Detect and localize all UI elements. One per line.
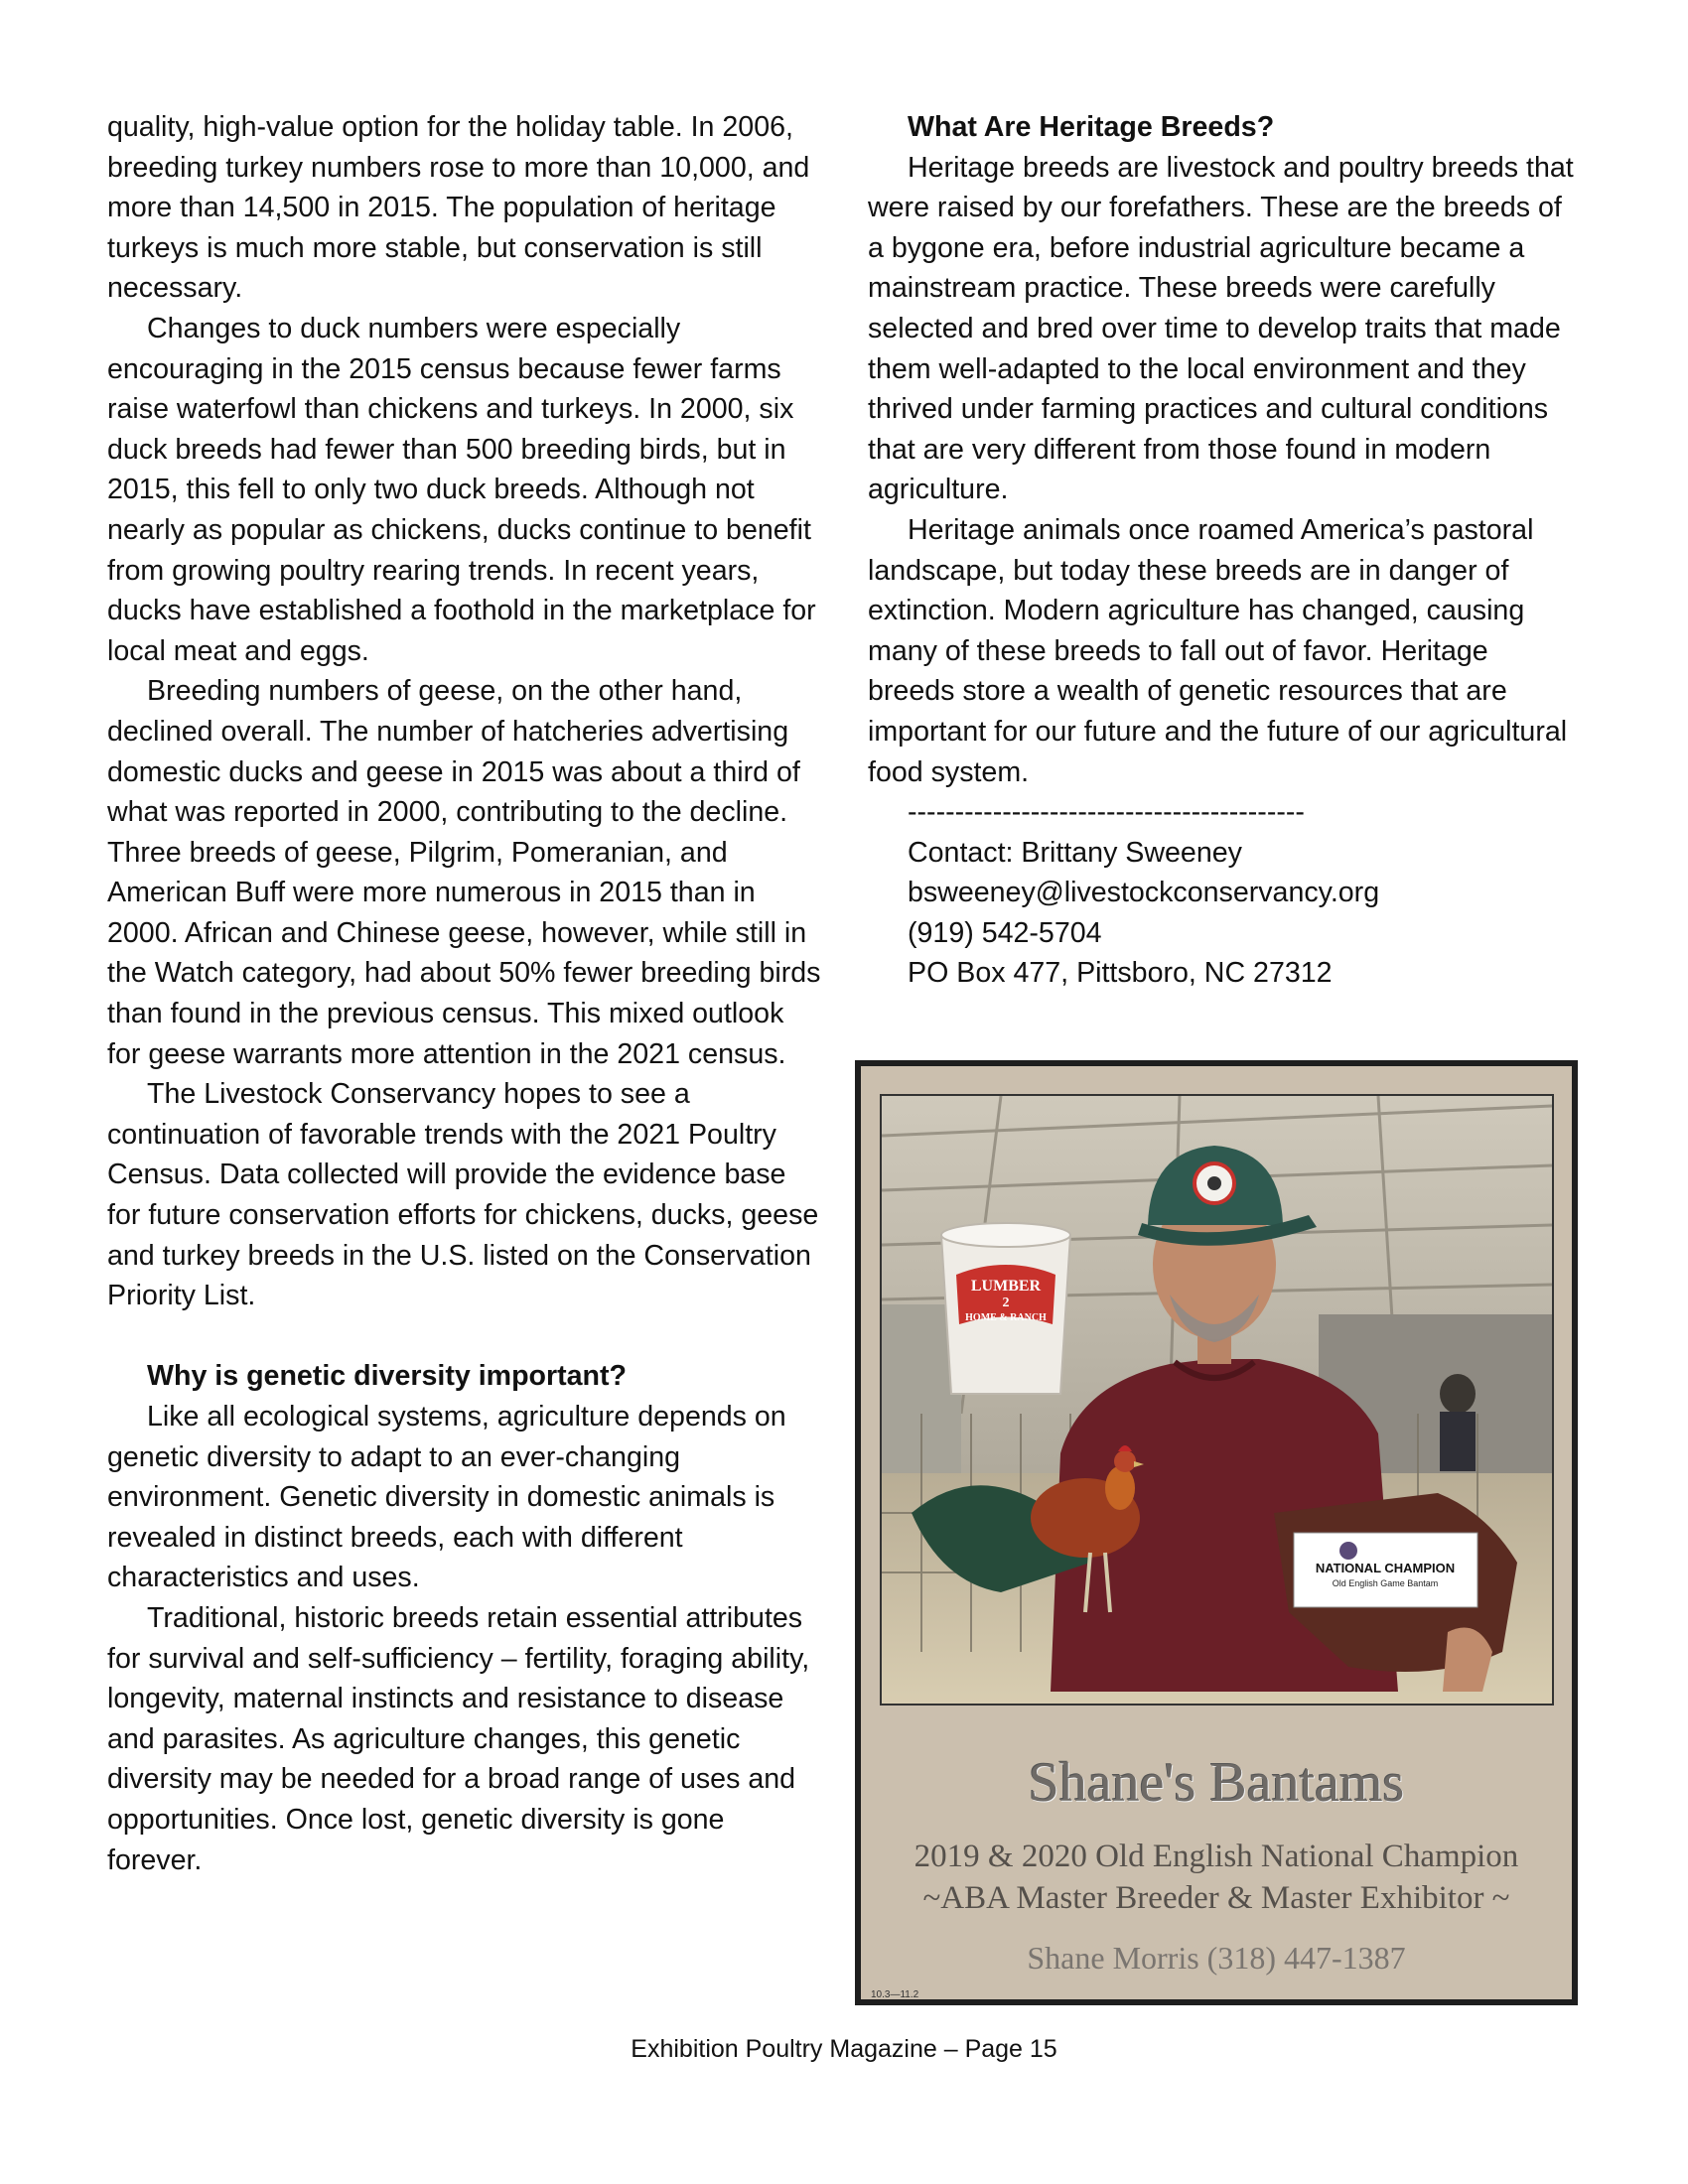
paragraph-ducks: Changes to duck numbers were especially encouraging in the 2015 census because fewer farms raise waterfowl than chickens and turkeys. In 2000, six duck breeds had fewer than 500 breeding birds, but in 2015, this fell to only two duck breeds. Although not nearly as popular as chickens, ducks continue to benefit from growing poultry rearing trends. In recent years, ducks have established a foothold in the marketplace for local meat and eggs.: [107, 312, 816, 667]
spacer: [107, 1316, 822, 1357]
svg-text:LUMBER: LUMBER: [970, 1278, 1042, 1295]
svg-text:NATIONAL CHAMPION: NATIONAL CHAMPION: [1315, 1561, 1456, 1575]
photo-exhibitor: [880, 1094, 1554, 1706]
paragraph-heritage-danger: Heritage animals once roamed America’s pastoral landscape, but today these breeds are in danger of extinction. Modern agriculture has changed, causing many of these breeds to fall out of favor. Heritage breeds store a wealth of genetic resources that are important for our future and the future of our agricultural food system.: [868, 513, 1568, 788]
contact-name: Contact: Brittany Sweeney: [908, 836, 1242, 869]
divider-line: ------------------------------------------: [908, 796, 1305, 829]
right-column: [868, 107, 1583, 994]
ad-breeder-line: ~ABA Master Breeder & Master Exhibitor ~: [922, 1880, 1510, 1916]
page-footer: Exhibition Poultry Magazine – Page 15: [631, 2035, 1057, 2063]
paragraph-turkeys: quality, high-value option for the holiday table. In 2006, breeding turkey numbers rose to more than 10,000, and more than 14,500 in 2015. The population of heritage turkeys is much more stable, but conservation is still necessary.: [107, 111, 810, 305]
svg-text:2: 2: [1002, 1296, 1010, 1310]
ad-contact-line: Shane Morris (318) 447-1387: [1027, 1940, 1406, 1976]
heading-genetic-diversity: Why is genetic diversity important?: [147, 1360, 628, 1393]
contact-email[interactable]: bsweeney@livestockconservancy.org: [908, 877, 1380, 909]
ad-business-name: Shane's Bantams: [1028, 1752, 1405, 1814]
contact-address: PO Box 477, Pittsboro, NC 27312: [908, 957, 1333, 990]
paragraph-geese: Breeding numbers of geese, on the other hand, declined overall. The number of hatcheries advertising domestic ducks and geese in 2015 was about a third of what was reported in 2000, contributing to the decline. Three breeds of geese, Pilgrim, Pomeranian, and American Buff were more numerous in 2015 than in 2000. African and Chinese geese, however, while still in the Watch category, had about 50% fewer breeding birds than found in the previous census. This mixed outlook for geese warrants more attention in the 2021 census.: [107, 675, 821, 1070]
ad-champion-line: 2019 & 2020 Old English National Champion: [914, 1839, 1519, 1874]
contact-phone: (919) 542-5704: [908, 916, 1102, 949]
svg-text:HOME & RANCH: HOME & RANCH: [965, 1312, 1047, 1323]
photo-illustration: [882, 1096, 1552, 1704]
svg-text:Old English Game Bantam: Old English Game Bantam: [1332, 1578, 1439, 1588]
left-column: [107, 107, 822, 1880]
ad-code: 10.3—11.2: [871, 1989, 919, 2000]
paragraph-ecological: Like all ecological systems, agriculture depends on genetic diversity to adapt to an ever-changing environment. Genetic diversity in domestic animals is revealed in distinct breeds, each with different characteristics and uses.: [107, 1401, 786, 1594]
heading-heritage-breeds: What Are Heritage Breeds?: [908, 111, 1275, 143]
advertisement: [855, 1060, 1578, 2005]
paragraph-traditional: Traditional, historic breeds retain essential attributes for survival and self-sufficiency – fertility, foraging ability, longevity, maternal instincts and resistance to disease and parasites. As agriculture changes, this genetic diversity may be needed for a broad range of uses and opportunities. Once lost, genetic diversity is gone forever.: [107, 1601, 810, 1876]
paragraph-conservancy: The Livestock Conservancy hopes to see a continuation of favorable trends with the 2021 Poultry Census. Data collected will provide the evidence base for future conservation efforts for chickens, ducks, geese and turkey breeds in the U.S. listed on the Conservation Priority List.: [107, 1078, 819, 1312]
paragraph-heritage-definition: Heritage breeds are livestock and poultry breeds that were raised by our forefathers. These are the breeds of a bygone era, before industrial agriculture became a mainstream practice. These breeds were carefully selected and bred over time to develop traits that made them well-adapted to the local environment and they thrived under farming practices and cultural conditions that are very different from those found in modern agriculture.: [868, 151, 1574, 506]
